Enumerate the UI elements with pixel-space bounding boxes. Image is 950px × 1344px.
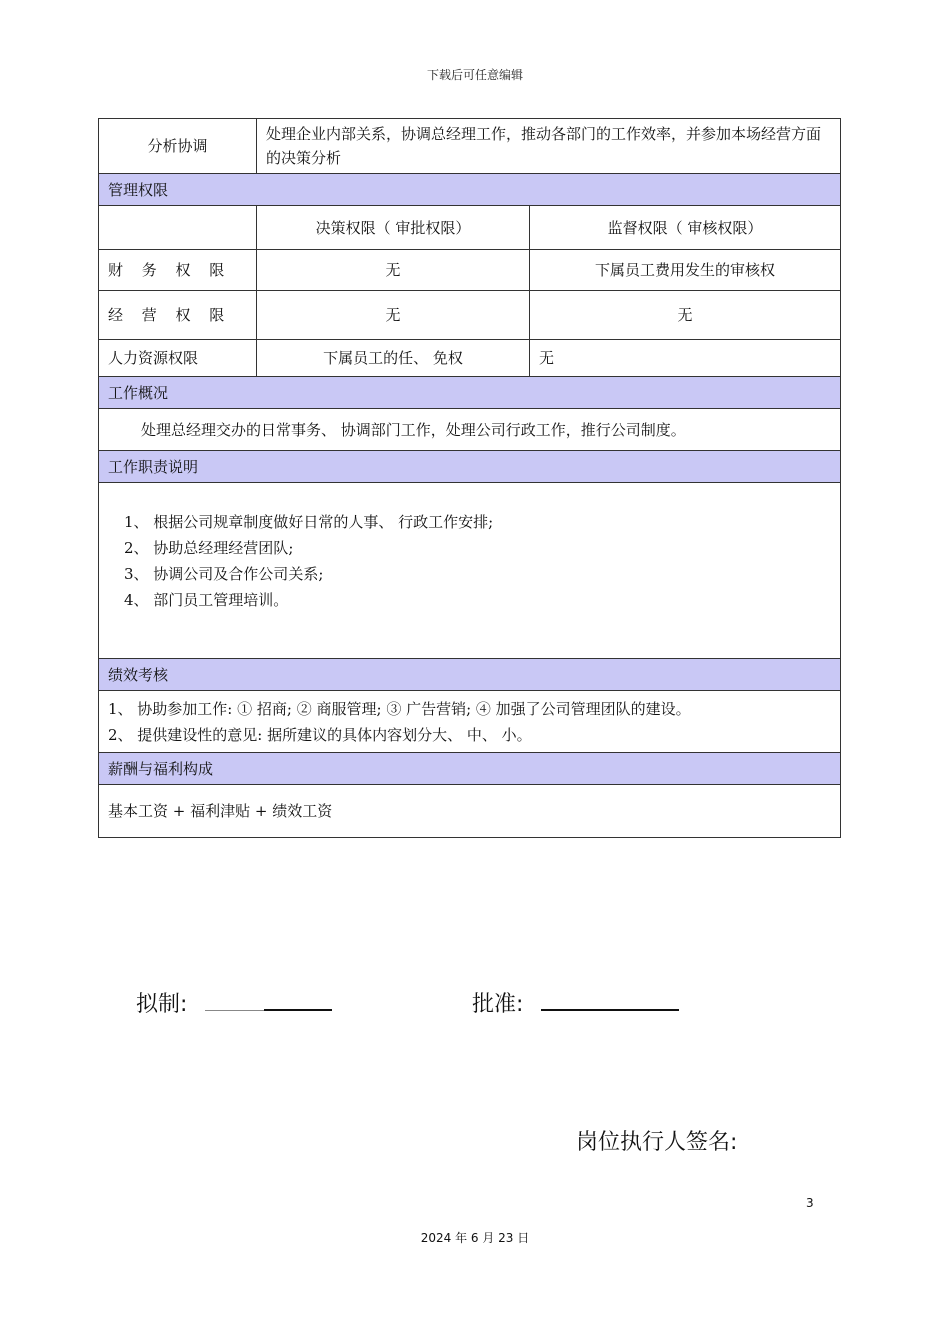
authority-section-title: 管理权限 bbox=[99, 174, 841, 206]
overview-section-title: 工作概况 bbox=[99, 377, 841, 409]
performance-line: 2、 提供建设性的意见: 据所建议的具体内容划分大、 中、 小。 bbox=[108, 725, 532, 744]
drafted-label: 拟制: bbox=[136, 992, 188, 1017]
authority-row-supervision: 无 bbox=[530, 291, 841, 340]
duties-list bbox=[99, 483, 841, 659]
executor-signature-label: 岗位执行人签名: bbox=[576, 1130, 738, 1155]
list-item: 4、 部门员工管理培训。 bbox=[124, 591, 289, 609]
footer-date: 2024 年 6 月 23 日 bbox=[420, 1231, 530, 1245]
list-item: 2、 协助总经理经营团队; bbox=[124, 539, 294, 557]
overview-text: 处理总经理交办的日常事务、 协调部门工作，处理公司行政工作，推行公司制度。 bbox=[99, 409, 841, 451]
duties-section-title: 工作职责说明 bbox=[99, 451, 841, 483]
performance-line: 1、 协助参加工作: ① 招商; ② 商服管理; ③ 广告营销; ④ 加强了公司管理团队的建设。 bbox=[108, 699, 691, 718]
salary-section-title: 薪酬与福利构成 bbox=[99, 753, 841, 785]
authority-header-empty bbox=[99, 206, 257, 250]
authority-row-supervision: 无 bbox=[530, 340, 841, 377]
job-description-table bbox=[98, 118, 841, 838]
authority-row-decision: 无 bbox=[257, 250, 530, 291]
col-supervision-header: 监督权限（ 审核权限） bbox=[530, 206, 841, 250]
authority-row-decision: 下属员工的任、 免权 bbox=[257, 340, 530, 377]
drafted-line-start bbox=[205, 1010, 265, 1011]
header-note: 下载后可任意编辑 bbox=[426, 68, 523, 82]
authority-row-decision: 无 bbox=[257, 291, 530, 340]
col-decision-header: 决策权限（ 审批权限） bbox=[257, 206, 530, 250]
analysis-label: 分析协调 bbox=[99, 119, 257, 174]
page-number: 3 bbox=[806, 1196, 814, 1210]
list-item: 1、 根据公司规章制度做好日常的人事、 行政工作安排; bbox=[124, 513, 494, 531]
authority-row-label: 财 务 权 限 bbox=[99, 250, 257, 291]
authority-row-supervision: 下属员工费用发生的审核权 bbox=[530, 250, 841, 291]
approved-label: 批准: bbox=[472, 992, 524, 1017]
approved-signature-line[interactable] bbox=[541, 1009, 679, 1011]
performance-content bbox=[99, 691, 841, 753]
performance-section-title: 绩效考核 bbox=[99, 659, 841, 691]
authority-row-label: 经 营 权 限 bbox=[99, 291, 257, 340]
analysis-text: 处理企业内部关系，协调总经理工作，推动各部门的工作效率，并参加本场经营方面的决策分析 bbox=[257, 119, 841, 174]
authority-row-label: 人力资源权限 bbox=[99, 340, 257, 377]
drafted-signature-line[interactable] bbox=[264, 1009, 332, 1011]
list-item: 3、 协调公司及合作公司关系; bbox=[124, 565, 324, 583]
salary-text: 基本工资 + 福利津贴 + 绩效工资 bbox=[99, 785, 841, 838]
